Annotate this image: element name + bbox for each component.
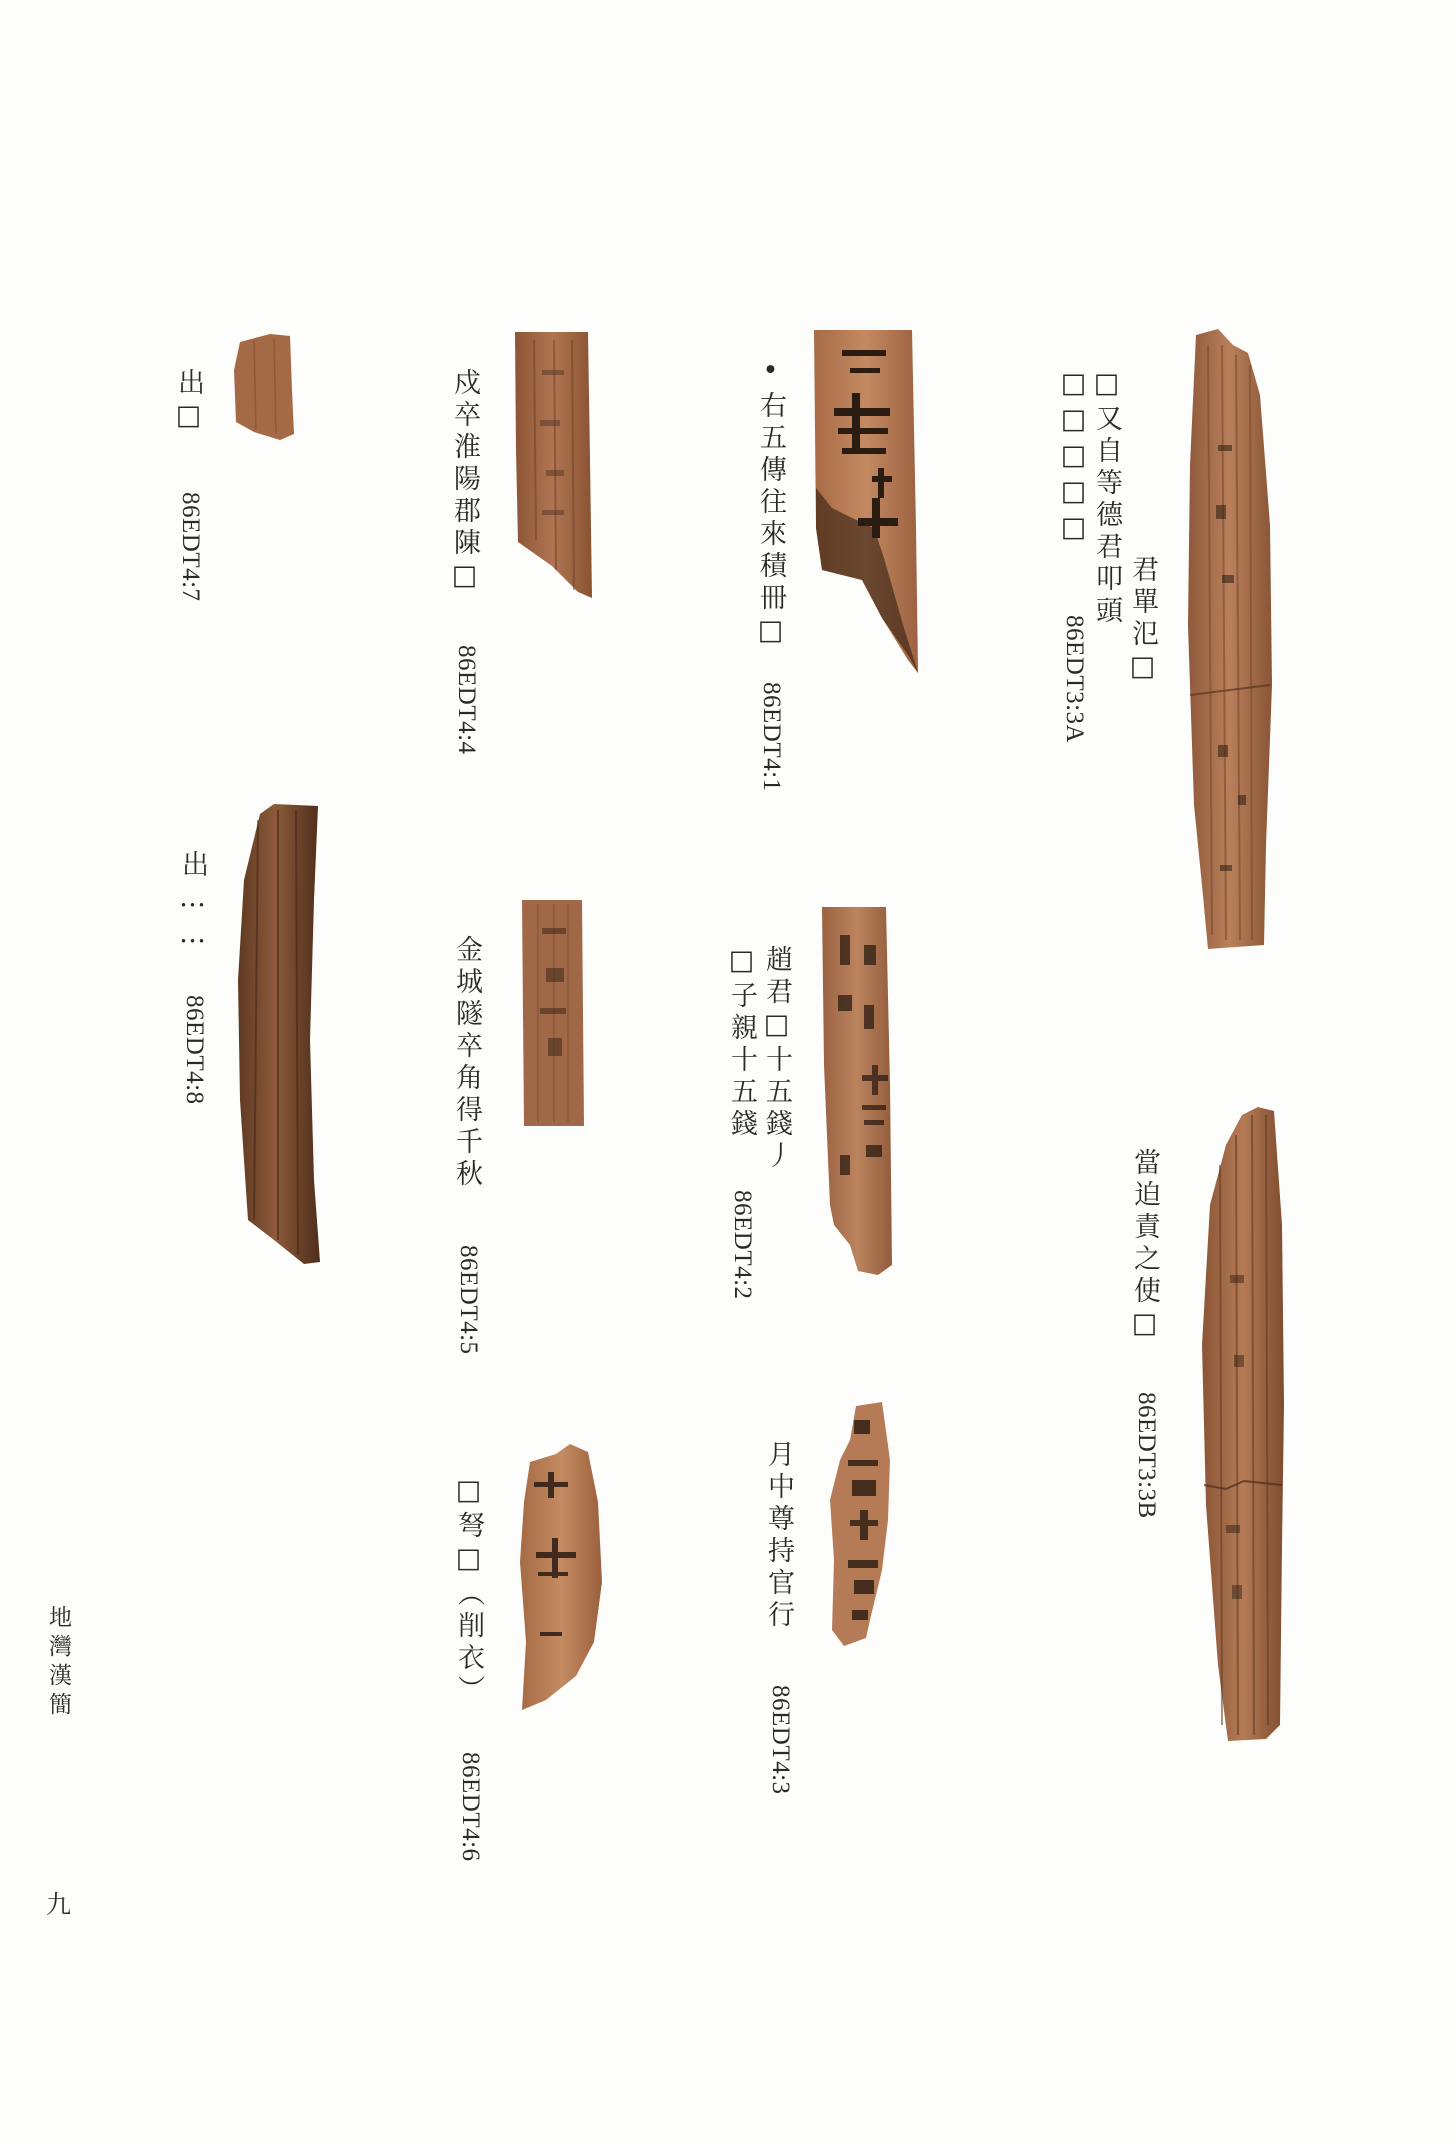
catalog-number-86edt3-3b: 86EDT3:3B [1133,1392,1160,1519]
transcription-86edt4-7: 出□ [173,368,204,436]
transcription-86edt4-1: •右五傳往來積冊□ [755,355,786,651]
slip-image-86edt4-1 [812,328,924,678]
transcription-86edt3-3a-line2: □又自等德君叩頭 [1091,368,1122,628]
slip-image-86edt4-8 [234,800,324,1266]
slip-image-86edt4-3 [826,1400,896,1650]
catalog-number-86edt4-4: 86EDT4:4 [453,645,480,755]
slip-image-86edt3-3a [1178,325,1278,955]
slip-image-86edt4-5 [520,898,586,1128]
catalog-number-86edt4-1: 86EDT4:1 [758,682,785,792]
running-head: 地灣漢簡 [45,1605,71,1721]
transcription-86edt3-3b: 當迫責之使□ [1129,1148,1160,1344]
transcription-86edt4-6: □弩□（削衣） [453,1475,484,1707]
slip-image-86edt4-7 [230,330,298,440]
catalog-number-86edt4-6: 86EDT4:6 [457,1752,484,1862]
slip-image-86edt4-2 [820,905,896,1277]
transcription-86edt4-3: 月中尊持官行 [763,1440,794,1632]
transcription-86edt4-4: 戍卒淮陽郡陳□ [449,368,480,596]
transcription-86edt4-2-line2: □子親十五錢 [726,945,757,1141]
transcription-86edt4-8: 出…… [177,850,208,954]
catalog-number-86edt4-2: 86EDT4:2 [729,1190,756,1300]
slip-image-86edt4-6 [516,1442,606,1714]
transcription-86edt3-3a-line3: □□□□□ [1058,368,1089,548]
slip-image-86edt4-4 [512,330,594,602]
transcription-86edt3-3a-line1: 君單氾□ [1127,555,1158,687]
catalog-number-86edt3-3a: 86EDT3:3A [1061,615,1088,744]
catalog-number-86edt4-8: 86EDT4:8 [181,995,208,1105]
catalog-number-86edt4-7: 86EDT4:7 [177,492,204,602]
slip-image-86edt3-3b [1196,1105,1288,1745]
transcription-86edt4-2-line1: 趙君□十五錢丿 [761,945,792,1173]
catalog-number-86edt4-3: 86EDT4:3 [767,1685,794,1795]
transcription-86edt4-5: 金城隧卒角得千秋 [451,935,482,1191]
catalog-number-86edt4-5: 86EDT4:5 [455,1245,482,1355]
page-number: 九 [46,1890,72,1919]
